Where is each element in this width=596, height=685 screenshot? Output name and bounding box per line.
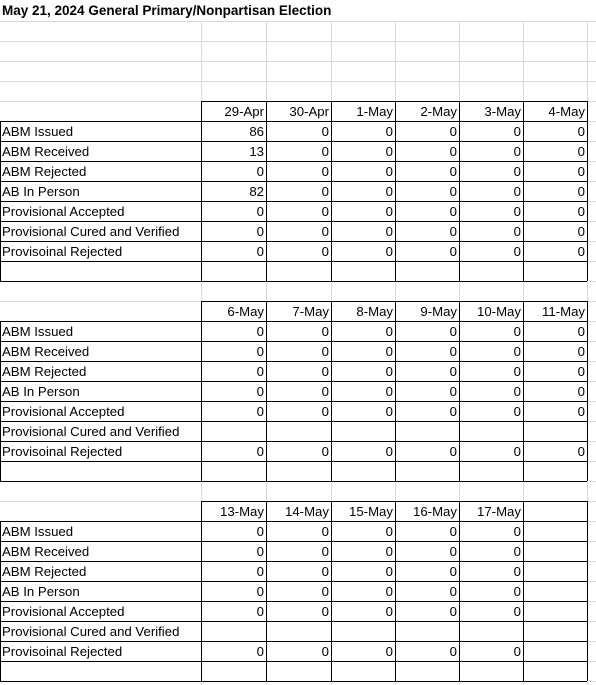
value-cell[interactable]: 0 bbox=[385, 604, 393, 619]
value-cell[interactable] bbox=[523, 602, 587, 622]
value-cell[interactable] bbox=[201, 622, 266, 642]
value-cell[interactable] bbox=[523, 622, 587, 642]
value-cell[interactable]: 0 bbox=[385, 544, 393, 559]
value-cell[interactable]: 0 bbox=[321, 404, 329, 419]
value-cell[interactable]: 0 bbox=[513, 124, 521, 139]
value-cell[interactable]: 0 bbox=[577, 364, 585, 379]
value-cell[interactable] bbox=[523, 422, 587, 442]
value-cell[interactable]: 0 bbox=[513, 644, 521, 659]
value-cell[interactable] bbox=[523, 522, 587, 542]
row-label[interactable]: ABM Received bbox=[2, 144, 90, 159]
value-cell[interactable]: 0 bbox=[256, 444, 264, 459]
date-header[interactable]: 15-May bbox=[349, 504, 393, 519]
value-cell[interactable]: 0 bbox=[449, 404, 457, 419]
value-cell[interactable]: 0 bbox=[321, 244, 329, 259]
value-cell[interactable]: 0 bbox=[513, 364, 521, 379]
value-cell[interactable]: 86 bbox=[249, 124, 264, 139]
value-cell[interactable]: 0 bbox=[321, 224, 329, 239]
value-cell[interactable]: 0 bbox=[449, 224, 457, 239]
value-cell[interactable]: 0 bbox=[513, 324, 521, 339]
date-header[interactable]: 17-May bbox=[477, 504, 521, 519]
value-cell[interactable]: 82 bbox=[249, 184, 264, 199]
value-cell[interactable]: 0 bbox=[577, 384, 585, 399]
value-cell[interactable]: 0 bbox=[321, 164, 329, 179]
value-cell[interactable]: 0 bbox=[449, 324, 457, 339]
value-cell[interactable]: 0 bbox=[513, 604, 521, 619]
row-label[interactable]: AB In Person bbox=[2, 384, 80, 399]
value-cell[interactable]: 0 bbox=[449, 604, 457, 619]
row-label[interactable]: AB In Person bbox=[2, 184, 80, 199]
value-cell[interactable]: 0 bbox=[385, 204, 393, 219]
value-cell[interactable]: 0 bbox=[385, 524, 393, 539]
value-cell[interactable]: 0 bbox=[513, 204, 521, 219]
date-header[interactable] bbox=[523, 502, 587, 522]
value-cell[interactable] bbox=[523, 582, 587, 602]
value-cell[interactable]: 0 bbox=[385, 644, 393, 659]
value-cell[interactable]: 0 bbox=[385, 184, 393, 199]
value-cell[interactable]: 0 bbox=[577, 224, 585, 239]
value-cell[interactable]: 0 bbox=[577, 404, 585, 419]
date-header[interactable]: 1-May bbox=[356, 104, 393, 119]
value-cell[interactable] bbox=[331, 422, 395, 442]
value-cell[interactable] bbox=[523, 562, 587, 582]
row-label[interactable]: Provisional Accepted bbox=[2, 604, 125, 619]
value-cell[interactable]: 0 bbox=[385, 324, 393, 339]
row-label[interactable]: Provisional Cured and Verified bbox=[2, 424, 180, 439]
value-cell[interactable]: 0 bbox=[577, 204, 585, 219]
value-cell[interactable]: 0 bbox=[513, 444, 521, 459]
cell-border-v bbox=[587, 501, 588, 681]
value-cell[interactable]: 0 bbox=[385, 124, 393, 139]
date-header[interactable]: 9-May bbox=[420, 304, 457, 319]
row-label[interactable]: Provisoinal Rejected bbox=[2, 644, 123, 659]
value-cell[interactable]: 0 bbox=[449, 344, 457, 359]
value-cell[interactable]: 0 bbox=[385, 164, 393, 179]
value-cell[interactable]: 0 bbox=[321, 564, 329, 579]
value-cell[interactable]: 0 bbox=[513, 224, 521, 239]
value-cell[interactable]: 0 bbox=[577, 164, 585, 179]
value-cell[interactable]: 0 bbox=[385, 444, 393, 459]
value-cell[interactable]: 0 bbox=[513, 384, 521, 399]
value-cell[interactable]: 0 bbox=[513, 524, 521, 539]
row-label[interactable]: Provisional Accepted bbox=[2, 404, 125, 419]
value-cell[interactable]: 0 bbox=[449, 144, 457, 159]
value-cell[interactable]: 0 bbox=[385, 224, 393, 239]
value-cell[interactable]: 0 bbox=[256, 644, 264, 659]
row-label[interactable]: Provisional Accepted bbox=[2, 204, 125, 219]
date-header[interactable]: 8-May bbox=[356, 304, 393, 319]
value-cell[interactable]: 0 bbox=[321, 444, 329, 459]
value-cell[interactable]: 0 bbox=[256, 364, 264, 379]
date-header[interactable]: 3-May bbox=[484, 104, 521, 119]
value-cell[interactable]: 0 bbox=[449, 124, 457, 139]
value-cell[interactable]: 0 bbox=[449, 584, 457, 599]
value-cell[interactable]: 0 bbox=[449, 444, 457, 459]
value-cell[interactable]: 0 bbox=[321, 184, 329, 199]
date-header[interactable]: 4-May bbox=[548, 104, 585, 119]
value-cell[interactable]: 0 bbox=[577, 324, 585, 339]
value-cell[interactable]: 0 bbox=[513, 544, 521, 559]
gridline-row bbox=[0, 61, 596, 62]
gridline-row bbox=[0, 21, 596, 22]
value-cell[interactable] bbox=[459, 622, 523, 642]
value-cell[interactable]: 0 bbox=[385, 244, 393, 259]
value-cell[interactable] bbox=[523, 642, 587, 662]
value-cell[interactable]: 0 bbox=[256, 584, 264, 599]
value-cell[interactable]: 0 bbox=[577, 124, 585, 139]
value-cell[interactable]: 0 bbox=[513, 144, 521, 159]
date-header[interactable]: 11-May bbox=[542, 304, 585, 319]
row-label[interactable]: ABM Received bbox=[2, 544, 90, 559]
date-header[interactable]: 14-May bbox=[285, 504, 329, 519]
row-label[interactable]: Provisoinal Rejected bbox=[2, 244, 123, 259]
value-cell[interactable]: 0 bbox=[513, 344, 521, 359]
row-label[interactable]: ABM Rejected bbox=[2, 164, 87, 179]
value-cell[interactable]: 0 bbox=[449, 524, 457, 539]
value-cell[interactable]: 0 bbox=[321, 324, 329, 339]
value-cell[interactable]: 0 bbox=[449, 644, 457, 659]
row-label[interactable]: ABM Issued bbox=[2, 124, 74, 139]
value-cell[interactable]: 0 bbox=[513, 584, 521, 599]
value-cell[interactable]: 0 bbox=[385, 364, 393, 379]
value-cell[interactable]: 0 bbox=[449, 184, 457, 199]
value-cell[interactable]: 0 bbox=[321, 604, 329, 619]
value-cell[interactable]: 0 bbox=[513, 564, 521, 579]
value-cell[interactable]: 0 bbox=[256, 604, 264, 619]
value-cell[interactable]: 0 bbox=[321, 364, 329, 379]
value-cell[interactable]: 0 bbox=[385, 564, 393, 579]
date-header[interactable]: 6-May bbox=[227, 304, 264, 319]
date-header[interactable]: 30-Apr bbox=[289, 104, 329, 119]
value-cell[interactable]: 0 bbox=[256, 404, 264, 419]
cell-border-v bbox=[587, 101, 588, 281]
value-cell[interactable] bbox=[523, 542, 587, 562]
date-header[interactable]: 13-May bbox=[220, 504, 264, 519]
value-cell[interactable]: 0 bbox=[449, 164, 457, 179]
value-cell[interactable]: 0 bbox=[256, 204, 264, 219]
value-cell[interactable]: 0 bbox=[449, 364, 457, 379]
value-cell[interactable]: 0 bbox=[256, 244, 264, 259]
value-cell[interactable]: 0 bbox=[513, 164, 521, 179]
value-cell[interactable]: 13 bbox=[249, 144, 264, 159]
value-cell[interactable] bbox=[266, 422, 331, 442]
row-label[interactable]: ABM Issued bbox=[2, 324, 74, 339]
value-cell[interactable]: 0 bbox=[449, 384, 457, 399]
value-cell[interactable]: 0 bbox=[321, 524, 329, 539]
date-header[interactable]: 16-May bbox=[413, 504, 457, 519]
value-cell[interactable] bbox=[395, 622, 459, 642]
value-cell[interactable]: 0 bbox=[385, 144, 393, 159]
cell-border-h bbox=[0, 481, 587, 482]
value-cell[interactable]: 0 bbox=[256, 344, 264, 359]
value-cell[interactable]: 0 bbox=[321, 344, 329, 359]
value-cell[interactable]: 0 bbox=[321, 124, 329, 139]
value-cell[interactable]: 0 bbox=[321, 144, 329, 159]
cell-border-v bbox=[587, 301, 588, 481]
cell-border-h bbox=[0, 681, 587, 682]
value-cell[interactable]: 0 bbox=[385, 344, 393, 359]
row-label[interactable]: AB In Person bbox=[2, 584, 80, 599]
value-cell[interactable]: 0 bbox=[256, 224, 264, 239]
row-label[interactable]: Provisional Cured and Verified bbox=[2, 224, 180, 239]
row-label[interactable]: Provisoinal Rejected bbox=[2, 444, 123, 459]
value-cell[interactable] bbox=[395, 422, 459, 442]
value-cell[interactable]: 0 bbox=[577, 184, 585, 199]
value-cell[interactable]: 0 bbox=[513, 404, 521, 419]
value-cell[interactable]: 0 bbox=[449, 564, 457, 579]
gridline-row bbox=[0, 41, 596, 42]
value-cell[interactable]: 0 bbox=[577, 444, 585, 459]
row-label[interactable]: ABM Issued bbox=[2, 524, 74, 539]
date-header[interactable]: 2-May bbox=[420, 104, 457, 119]
gridline-row bbox=[0, 81, 596, 82]
row-label[interactable]: ABM Rejected bbox=[2, 364, 87, 379]
value-cell[interactable]: 0 bbox=[577, 344, 585, 359]
value-cell[interactable]: 0 bbox=[449, 204, 457, 219]
value-cell[interactable]: 0 bbox=[256, 524, 264, 539]
value-cell[interactable]: 0 bbox=[385, 384, 393, 399]
value-cell[interactable]: 0 bbox=[256, 324, 264, 339]
value-cell[interactable]: 0 bbox=[321, 204, 329, 219]
value-cell[interactable]: 0 bbox=[321, 544, 329, 559]
date-header[interactable]: 7-May bbox=[292, 304, 329, 319]
value-cell[interactable]: 0 bbox=[577, 144, 585, 159]
value-cell[interactable]: 0 bbox=[321, 584, 329, 599]
value-cell[interactable]: 0 bbox=[513, 244, 521, 259]
cell-border-h bbox=[0, 281, 587, 282]
row-label[interactable]: ABM Received bbox=[2, 344, 90, 359]
value-cell[interactable]: 0 bbox=[321, 644, 329, 659]
value-cell[interactable]: 0 bbox=[385, 404, 393, 419]
value-cell[interactable]: 0 bbox=[256, 384, 264, 399]
value-cell[interactable]: 0 bbox=[577, 244, 585, 259]
sheet-title: May 21, 2024 General Primary/Nonpartisan Election bbox=[2, 3, 332, 18]
value-cell[interactable]: 0 bbox=[321, 384, 329, 399]
value-cell[interactable] bbox=[201, 422, 266, 442]
row-label[interactable]: Provisional Cured and Verified bbox=[2, 624, 180, 639]
row-label[interactable]: ABM Rejected bbox=[2, 564, 87, 579]
value-cell[interactable]: 0 bbox=[449, 244, 457, 259]
value-cell[interactable]: 0 bbox=[256, 544, 264, 559]
date-header[interactable]: 10-May bbox=[477, 304, 521, 319]
value-cell[interactable]: 0 bbox=[256, 164, 264, 179]
value-cell[interactable] bbox=[331, 622, 395, 642]
date-header[interactable]: 29-Apr bbox=[224, 104, 264, 119]
value-cell[interactable]: 0 bbox=[385, 584, 393, 599]
value-cell[interactable] bbox=[266, 622, 331, 642]
value-cell[interactable]: 0 bbox=[449, 544, 457, 559]
value-cell[interactable] bbox=[459, 422, 523, 442]
value-cell[interactable]: 0 bbox=[256, 564, 264, 579]
value-cell[interactable]: 0 bbox=[513, 184, 521, 199]
